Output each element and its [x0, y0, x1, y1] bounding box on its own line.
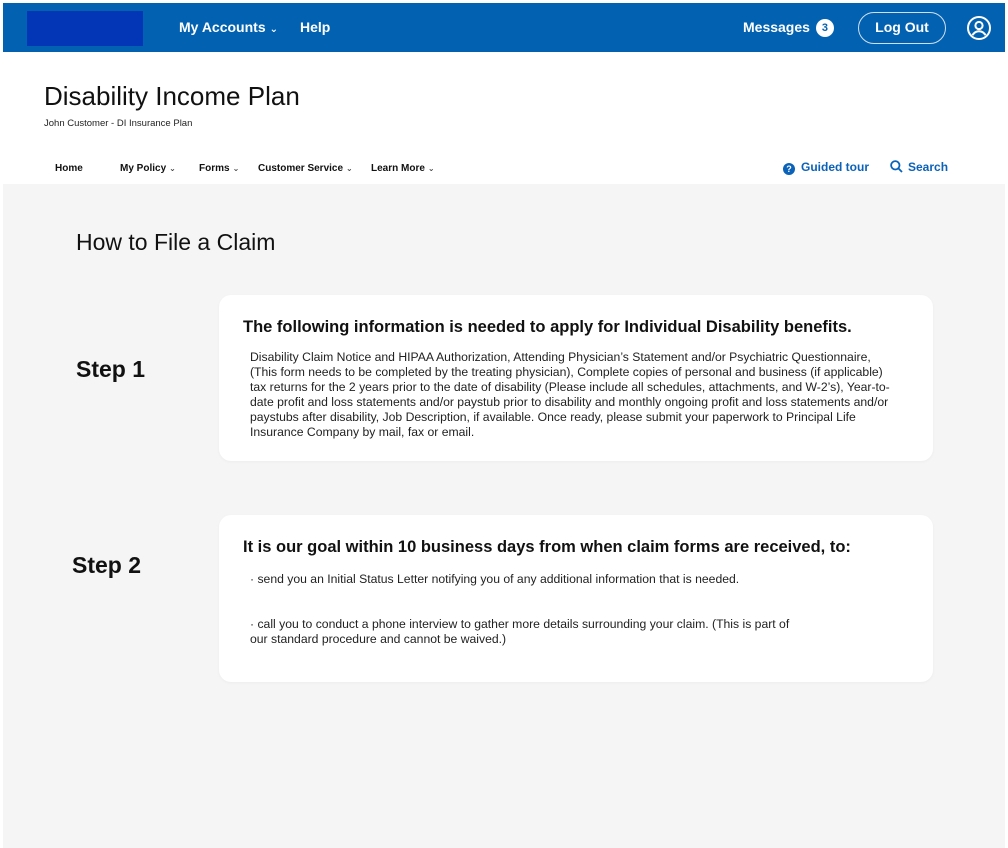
company-logo[interactable]: [27, 11, 143, 46]
step-1-card: [219, 295, 933, 461]
top-nav-bar: [3, 3, 1005, 52]
guided-tour-label: Guided tour: [801, 160, 869, 174]
step-2-label: Step 2: [72, 552, 142, 578]
search-link[interactable]: [890, 160, 948, 174]
main-content: [3, 184, 1005, 848]
nav-home[interactable]: Home: [55, 163, 83, 174]
step-1-heading: The following information is needed to apply for Individual Disability benefits.: [243, 318, 852, 336]
app-frame: [3, 3, 1005, 848]
guided-tour-link[interactable]: [783, 160, 869, 175]
nav-forms-label: Forms: [199, 163, 230, 174]
step-1-label: Step 1: [76, 356, 146, 382]
help-link[interactable]: Help: [300, 19, 331, 35]
messages-count-badge: 3: [816, 19, 834, 37]
search-icon: [890, 160, 903, 173]
nav-my-policy[interactable]: [120, 163, 176, 174]
nav-my-policy-label: My Policy: [120, 163, 167, 174]
step-2-card: [219, 515, 933, 682]
section-title: How to File a Claim: [76, 229, 276, 255]
nav-forms[interactable]: [199, 163, 239, 174]
messages-label: Messages: [743, 19, 810, 35]
chevron-down-icon: ⌄: [169, 164, 176, 173]
step-1-body: Disability Claim Notice and HIPAA Authorization, Attending Physician’s Statement and/or Psychiatric Questionnaire, (This form needs to be completed by the treating physician), Complete copies of personal and business (if applicable) tax returns for the 2 years prior to the date of disability (Please include all schedules, attachments, and W-2’s), Year-to-date profit and loss statements and/or paystub prior to disability and monthly ongoing profit and loss statements and/or paystubs after disability, Job Description, if available. Once ready, please submit your paperwork to Principal Life Insurance Company by mail, fax or email.: [250, 350, 890, 439]
nav-customer-service[interactable]: [258, 163, 353, 174]
search-label: Search: [908, 160, 949, 174]
logout-button[interactable]: Log Out: [858, 12, 946, 44]
chevron-down-icon: ⌄: [269, 24, 278, 35]
chevron-down-icon: ⌄: [346, 164, 353, 173]
nav-customer-service-label: Customer Service: [258, 163, 344, 174]
step-2-heading: It is our goal within 10 business days from when claim forms are received, to:: [243, 538, 851, 556]
step-2-bullet-phone-interview: · call you to conduct a phone interview to gather more details surrounding your claim. (This is part of our standard procedure and cannot be waived.): [250, 617, 790, 646]
my-accounts-menu[interactable]: [179, 19, 278, 35]
user-profile-icon[interactable]: [966, 15, 992, 41]
messages-link[interactable]: [743, 19, 834, 37]
page-subtitle: John Customer - DI Insurance Plan: [44, 118, 193, 129]
chevron-down-icon: ⌄: [427, 164, 435, 173]
nav-learn-more-label: Learn More: [371, 163, 425, 174]
step-2-bullet-status-letter: · send you an Initial Status Letter notifying you of any additional information that is needed.: [250, 572, 740, 586]
nav-learn-more[interactable]: [371, 163, 435, 174]
chevron-down-icon: ⌄: [232, 164, 240, 173]
my-accounts-label: My Accounts: [179, 19, 266, 35]
page-title: Disability Income Plan: [44, 81, 300, 111]
question-circle-icon: ?: [783, 163, 795, 175]
